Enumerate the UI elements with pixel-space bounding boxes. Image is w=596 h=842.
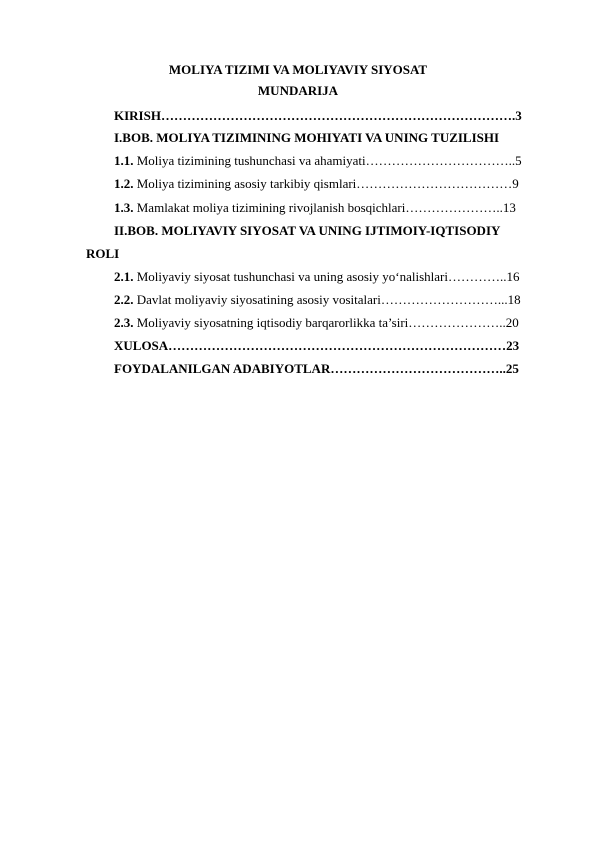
toc-entry-text: Moliyaviy siyosat tushunchasi va uning asosiy yo‘nalishlari…………..16 <box>133 269 520 284</box>
toc-entry-number: 1.3. <box>114 200 134 215</box>
toc-entry-1-1 <box>114 152 555 169</box>
toc-entry-1-2 <box>114 175 555 192</box>
toc-entry-2-3 <box>114 314 555 331</box>
toc-chapter-2 <box>114 222 555 239</box>
toc-chapter-2-continued: ROLI <box>86 246 120 261</box>
toc-entry-2-2 <box>114 291 555 308</box>
toc-entry-text: Moliya tizimining tushunchasi va ahamiyati……………………………..5 <box>133 153 522 168</box>
toc-entry-number: 1.2. <box>114 176 134 191</box>
toc-entry-text: Davlat moliyaviy siyosatining asosiy vositalari………………………...18 <box>133 292 521 307</box>
toc-entry-bibliography <box>114 360 555 377</box>
toc-chapter-1 <box>114 129 555 146</box>
document-title: MOLIYA TIZIMI VA MOLIYAVIY SIYOSAT <box>168 62 428 77</box>
toc-entry-number: 2.2. <box>114 292 134 307</box>
toc-entry-text: II.BOB. MOLIYAVIY SIYOSAT VA UNING IJTIMOIY-IQTISODIY <box>114 223 501 238</box>
toc-entry-text: FOYDALANILGAN ADABIYOTLAR…………………………………..25 <box>114 361 519 376</box>
toc-entry-text: KIRISH……………………………………………………………………….3 <box>114 108 522 123</box>
toc-heading: MUNDARIJA <box>257 83 339 98</box>
toc-entry-text: I.BOB. MOLIYA TIZIMINING MOHIYATI VA UNING TUZILISHI <box>114 130 500 145</box>
toc-entry-number: 1.1. <box>114 153 134 168</box>
toc-entry-text: Mamlakat moliya tizimining rivojlanish bosqichlari…………………..13 <box>133 200 516 215</box>
toc-entry-text: Moliya tizimining asosiy tarkibiy qismlari………………………………9 <box>133 176 519 191</box>
toc-entry-2-1 <box>114 268 555 285</box>
toc-entry-number: 2.3. <box>114 315 134 330</box>
toc-entry-text: XULOSA……………………………………………………………………23 <box>114 338 520 353</box>
toc-entry-number: 2.1. <box>114 269 134 284</box>
toc-entry-kirish <box>114 107 555 124</box>
toc-entry-1-3 <box>114 199 555 216</box>
toc-entry-xulosa <box>114 337 555 354</box>
toc-entry-text: Moliyaviy siyosatning iqtisodiy barqarorlikka ta’siri…………………..20 <box>133 315 519 330</box>
